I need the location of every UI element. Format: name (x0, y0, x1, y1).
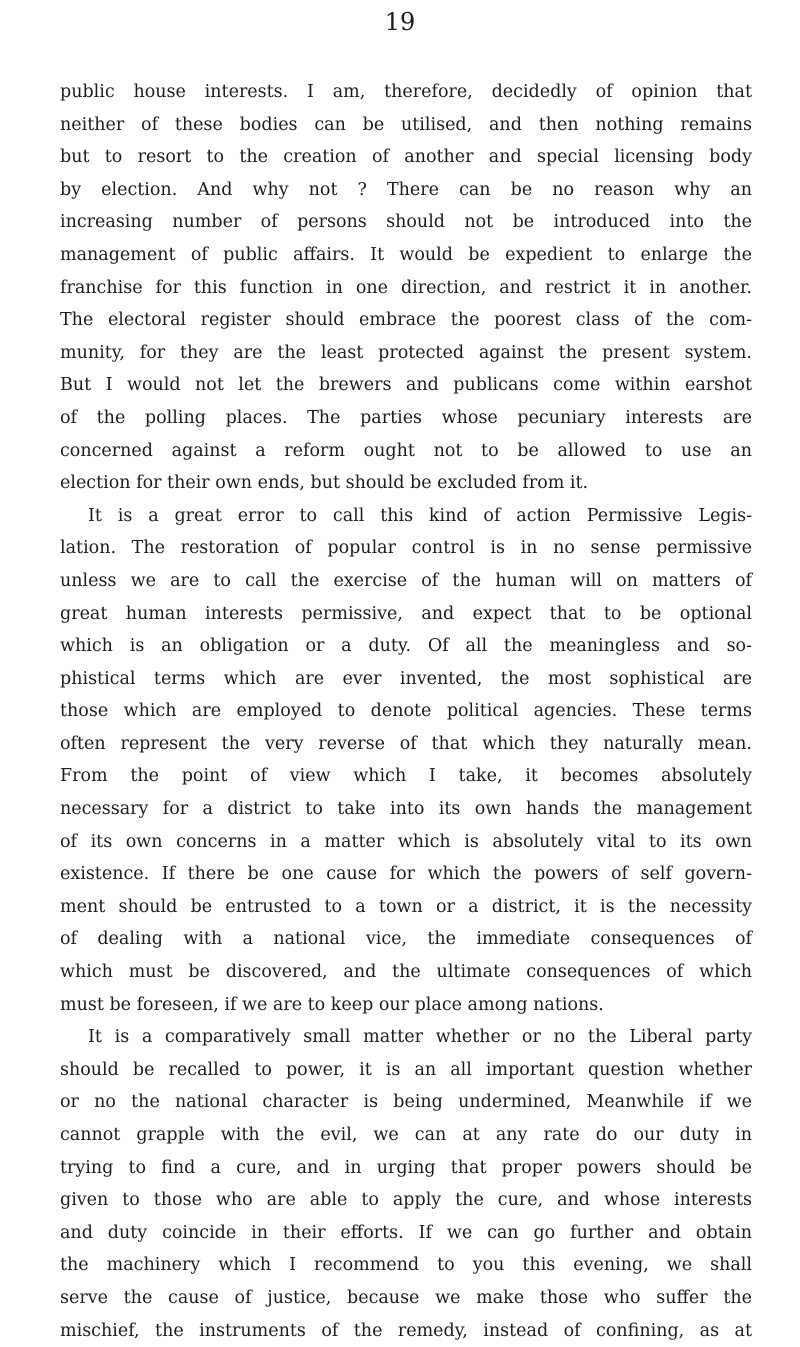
body-text (60, 76, 752, 1347)
text-line: of the polling places. The parties whose pecuniary interests are (60, 407, 752, 428)
text-line: election for their own ends, but should be excluded from it. (60, 473, 589, 494)
page-number: 19 (384, 8, 416, 36)
text-line: existence. If there be one cause for which the powers of self govern- (60, 864, 752, 885)
text-line: serve the cause of justice, because we make those who suffer the (60, 1287, 752, 1308)
text-line: should be recalled to power, it is an all important question whether (60, 1059, 752, 1080)
text-line: From the point of view which I take, it becomes absolutely (60, 766, 752, 787)
text-line: It is a great error to call this kind of action Permissive Legis- (88, 505, 752, 526)
text-line: which is an obligation or a duty. Of all the meaningless and so- (60, 636, 752, 657)
text-line: ment should be entrusted to a town or a district, it is the necessity (60, 896, 752, 917)
text-line: phistical terms which are ever invented, the most sophistical are (60, 668, 752, 689)
text-line: concerned against a reform ought not to be allowed to use an (60, 440, 752, 461)
text-line: The electoral register should embrace the poorest class of the com- (60, 310, 752, 331)
text-line: But I would not let the brewers and publicans come within earshot (60, 375, 752, 396)
text-line: management of public affairs. It would be expedient to enlarge the (60, 244, 752, 265)
text-line: great human interests permissive, and expect that to be optional (60, 603, 752, 624)
text-line: munity, for they are the least protected against the present system. (60, 342, 752, 363)
text-line: unless we are to call the exercise of the human will on matters of (60, 570, 752, 591)
text-line: those which are employed to denote political agencies. These terms (60, 701, 752, 722)
text-line: the machinery which I recommend to you this evening, we shall (60, 1255, 752, 1276)
text-line: increasing number of persons should not be introduced into the (60, 212, 752, 233)
text-line: of dealing with a national vice, the immediate consequences of (60, 929, 752, 950)
text-line: lation. The restoration of popular control is in no sense permissive (60, 538, 752, 559)
text-line: which must be discovered, and the ultimate consequences of which (60, 962, 752, 983)
text-line: must be foreseen, if we are to keep our place among nations. (60, 994, 604, 1015)
text-line: mischief, the instruments of the remedy, instead of confining, as at (60, 1320, 752, 1341)
text-line: often represent the very reverse of that which they naturally mean. (60, 733, 752, 754)
text-line: public house interests. I am, therefore, decidedly of opinion that (60, 82, 752, 102)
text-line: but to resort to the creation of another and special licensing body (60, 147, 752, 168)
text-line: trying to find a cure, and in urging that proper powers should be (60, 1157, 752, 1178)
text-line: or no the national character is being undermined, Meanwhile if we (60, 1092, 752, 1113)
text-line: necessary for a district to take into its own hands the management (60, 799, 752, 820)
text-line: and duty coincide in their efforts. If we can go further and obtain (60, 1222, 752, 1243)
text-line: of its own concerns in a matter which is absolutely vital to its own (60, 831, 752, 852)
text-line: It is a comparatively small matter whether or no the Liberal party (88, 1027, 752, 1048)
text-line: neither of these bodies can be utilised, and then nothing remains (60, 114, 752, 135)
text-line: by election. And why not ? There can be no reason why an (60, 179, 752, 200)
text-line: given to those who are able to apply the cure, and whose interests (60, 1190, 752, 1211)
text-line: cannot grapple with the evil, we can at any rate do our duty in (60, 1125, 752, 1145)
text-line: franchise for this function in one direction, and restrict it in another. (60, 277, 752, 298)
